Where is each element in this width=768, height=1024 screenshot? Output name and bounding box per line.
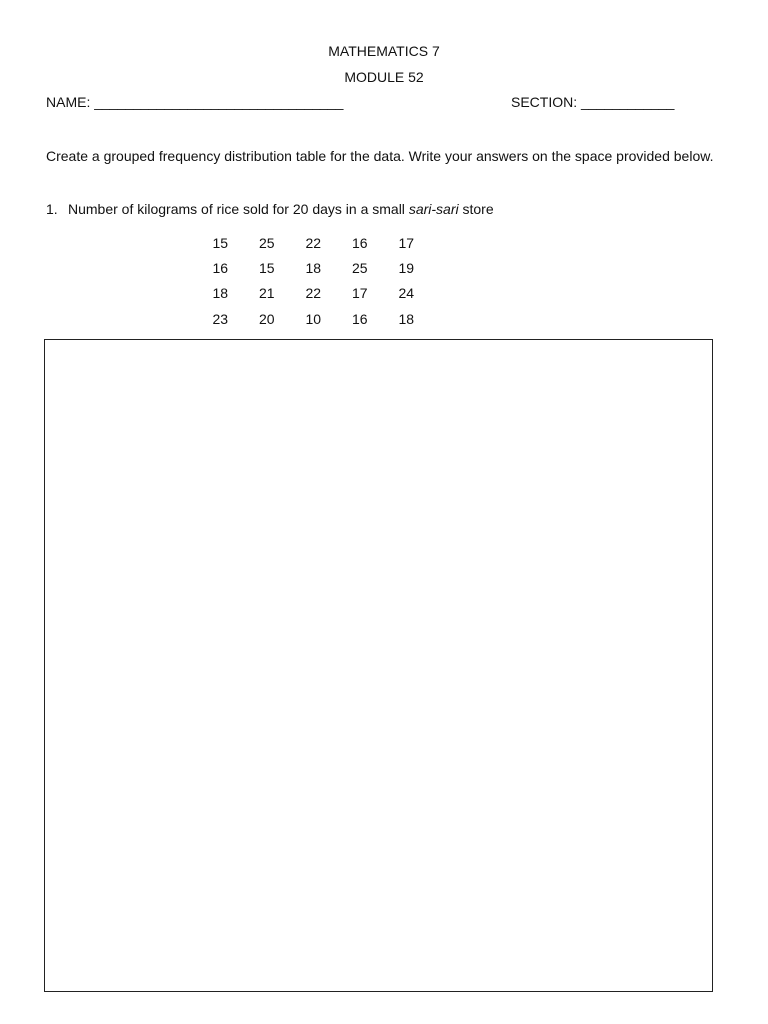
problem-statement bbox=[46, 201, 494, 217]
data-cell: 16 bbox=[351, 310, 368, 327]
module-title: MODULE 52 bbox=[344, 69, 424, 85]
table-row bbox=[197, 306, 430, 331]
data-table bbox=[197, 230, 430, 331]
answer-box[interactable] bbox=[44, 339, 713, 992]
data-cell: 16 bbox=[351, 234, 368, 251]
problem-text-after: store bbox=[458, 201, 494, 217]
data-cell: 19 bbox=[398, 259, 415, 276]
data-cell: 10 bbox=[305, 310, 322, 327]
data-cell: 22 bbox=[305, 234, 322, 251]
data-cell: 24 bbox=[398, 285, 415, 302]
subject-title: MATHEMATICS 7 bbox=[328, 43, 440, 59]
data-cell: 25 bbox=[351, 259, 368, 276]
data-cell: 16 bbox=[212, 259, 229, 276]
problem-number: 1. bbox=[46, 201, 58, 217]
data-cell: 20 bbox=[258, 310, 275, 327]
data-cell: 23 bbox=[212, 310, 229, 327]
instructions-text: Create a grouped frequency distribution table for the data. Write your answers on the space provided below. bbox=[46, 148, 714, 164]
data-cell: 18 bbox=[212, 285, 229, 302]
table-row bbox=[197, 255, 430, 280]
data-cell: 22 bbox=[305, 285, 322, 302]
table-row bbox=[197, 230, 430, 255]
data-cell: 21 bbox=[258, 285, 275, 302]
name-field[interactable]: NAME: ________________________________ bbox=[46, 94, 344, 110]
table-row bbox=[197, 281, 430, 306]
data-cell: 17 bbox=[398, 234, 415, 251]
problem-text-italic: sari-sari bbox=[408, 201, 459, 217]
data-cell: 15 bbox=[258, 259, 275, 276]
section-field[interactable]: SECTION: ____________ bbox=[511, 94, 675, 110]
data-cell: 18 bbox=[305, 259, 322, 276]
data-cell: 18 bbox=[398, 310, 415, 327]
data-cell: 15 bbox=[212, 234, 229, 251]
data-cell: 25 bbox=[258, 234, 275, 251]
data-cell: 17 bbox=[351, 285, 368, 302]
problem-text-before: Number of kilograms of rice sold for 20 days in a small bbox=[68, 201, 409, 217]
